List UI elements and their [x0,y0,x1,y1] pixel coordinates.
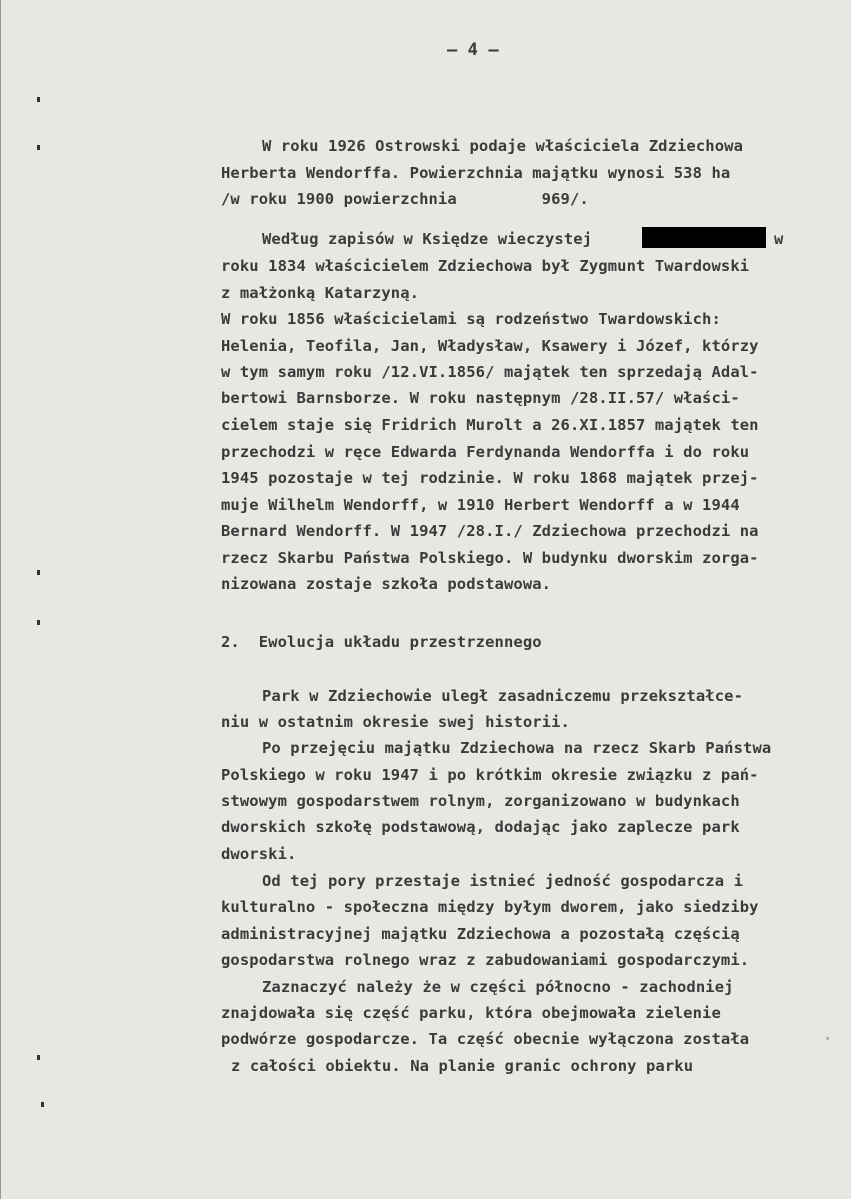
text-line: z małżonką Katarzyną. [221,284,420,302]
text-line: stwowym gospodarstwem rolnym, zorganizowano w budynkach [221,792,740,810]
redaction-block [642,227,766,248]
margin-mark [37,1055,40,1060]
text-line: roku 1834 właścicielem Zdziechowa był Zygmunt Twardowski [221,257,750,275]
text-line: /w roku 1900 powierzchnia 969/. [221,190,589,208]
text-line: dworskich szkołę podstawową, dodając jako zaplecze park [221,818,740,836]
text-line: Polskiego w roku 1947 i po krótkim okresie związku z pań- [221,766,759,784]
text-line: Park w Zdziechowie uległ zasadniczemu przekształce- [262,687,744,705]
text-line: rzecz Skarbu Państwa Polskiego. W budynku dworskim zorga- [221,549,759,567]
margin-mark [41,1102,44,1107]
text-line: Według zapisów w Księdze wieczystej [262,230,593,248]
text-line: gospodarstwa rolnego wraz z zabudowaniami gospodarczymi. [221,951,750,969]
text-line: w tym samym roku /12.VI.1856/ majątek ten sprzedają Adal- [221,363,759,381]
text-line: administracyjnej majątku Zdziechowa a pozostałą częścią [221,925,740,943]
text-line: w [774,230,784,248]
text-line: Od tej pory przestaje istnieć jedność gospodarcza i [262,872,744,890]
section-heading: 2. Ewolucja układu przestrzennego [221,633,542,651]
margin-mark [37,570,40,575]
text-line: Helenia, Teofila, Jan, Władysław, Ksawery i Józef, którzy [221,337,759,355]
text-line: 1945 pozostaje w tej rodzinie. W roku 1868 majątek przej- [221,469,759,487]
text-line: Bernard Wendorff. W 1947 /28.I./ Zdziechowa przechodzi na [221,522,759,540]
text-line: Zaznaczyć należy że w części północno - zachodniej [262,978,734,996]
margin-mark [37,97,40,102]
text-line: nizowana zostaje szkoła podstawowa. [221,575,552,593]
margin-mark [37,145,40,150]
text-line: z całości obiektu. Na planie granic ochrony parku [231,1057,694,1075]
text-line: podwórze gospodarcze. Ta część obecnie wyłączona została [221,1030,750,1048]
text-line: cielem staje się Fridrich Murolt a 26.XI.1857 majątek ten [221,416,759,434]
text-line: W roku 1926 Ostrowski podaje właściciela Zdziechowa [262,137,744,155]
text-line: kulturalno - społeczna między byłym dworem, jako siedziby [221,898,759,916]
text-line: muje Wilhelm Wendorff, w 1910 Herbert Wendorff a w 1944 [221,496,740,514]
page-number: – 4 – [447,40,499,60]
text-line: niu w ostatnim okresie swej historii. [221,713,570,731]
text-line: W roku 1856 właścicielami są rodzeństwo Twardowskich: [221,310,721,328]
text-line: znajdowała się część parku, która obejmowała zielenie [221,1004,721,1022]
text-line: bertowi Barnsborze. W roku następnym /28.II.57/ właści- [221,389,740,407]
text-line: dworski. [221,845,297,863]
margin-mark [37,620,40,625]
scan-speck [826,1037,829,1040]
text-line: przechodzi w ręce Edwarda Ferdynanda Wendorffa i do roku [221,443,750,461]
text-line: Po przejęciu majątku Zdziechowa na rzecz Skarb Państwa [262,739,772,757]
text-line: Herberta Wendorffa. Powierzchnia majątku wynosi 538 ha [221,164,731,182]
